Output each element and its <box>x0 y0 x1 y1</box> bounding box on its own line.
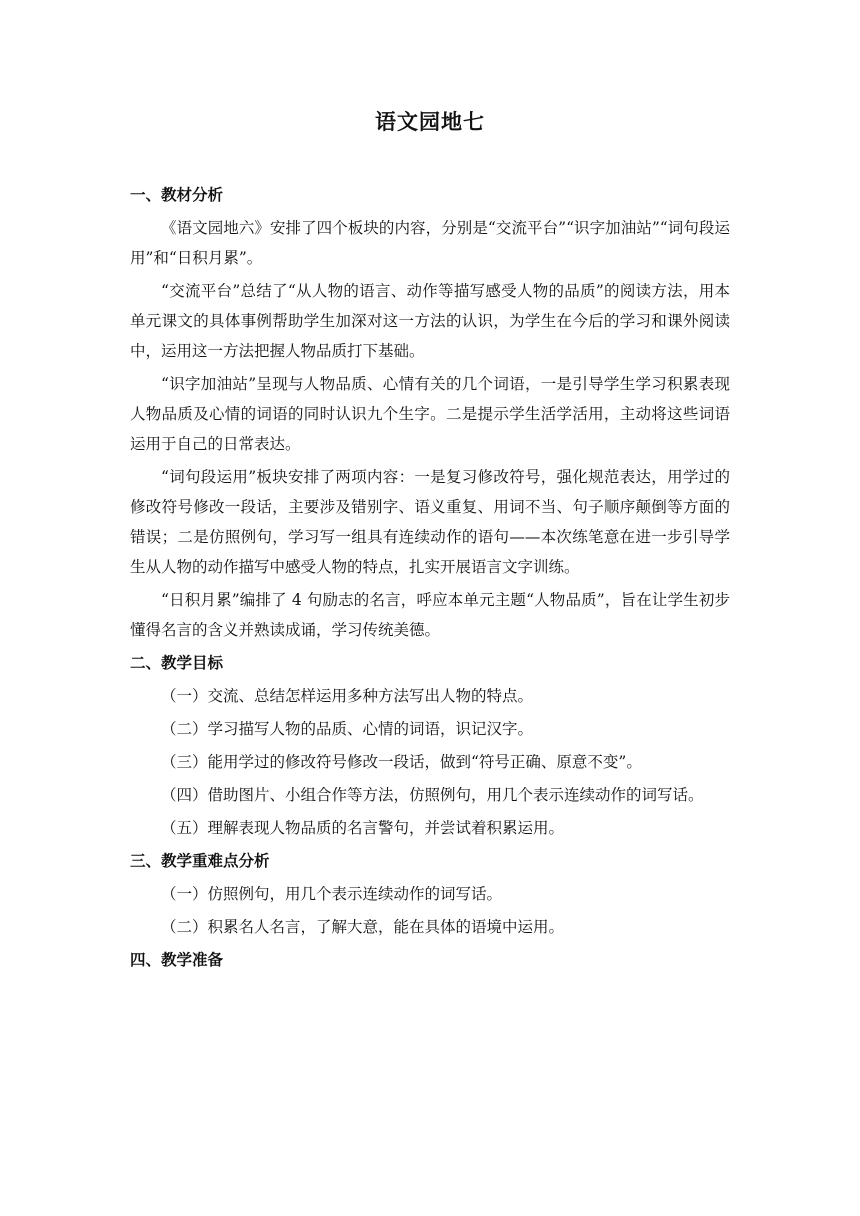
paragraph: （二）积累名人名言，了解大意，能在具体的语境中运用。 <box>161 918 565 936</box>
paragraph: （一）交流、总结怎样运用多种方法写出人物的特点。 <box>161 687 534 705</box>
paragraph: “交流平台”总结了“从人物的语言、动作等描写感受人物的品质”的阅读方法，用本单元课文的具体事例帮助学生加深对这一方法的认识，为学生在今后的学习和课外阅读中，运用这一方法把握人物品质打下基础。 <box>130 282 730 360</box>
section-heading: 一、教材分析 <box>130 186 224 204</box>
section-heading: 四、教学准备 <box>130 951 224 969</box>
paragraph: （二）学习描写人物的品质、心情的词语，识记汉字。 <box>161 720 534 738</box>
paragraph: （一）仿照例句，用几个表示连续动作的词写话。 <box>161 885 503 903</box>
document-body <box>130 180 730 978</box>
paragraph: （三）能用学过的修改符号修改一段话，做到“符号正确、原意不变”。 <box>161 753 642 771</box>
paragraph: “日积月累”编排了 4 句励志的名言，呼应本单元主题“人物品质”，旨在让学生初步懂得名言的含义并熟读成诵，学习传统美德。 <box>130 591 730 639</box>
page-title: 语文园地七 <box>375 110 485 134</box>
section-heading: 二、教学目标 <box>130 654 224 672</box>
paragraph: “识字加油站”呈现与人物品质、心情有关的几个词语，一是引导学生学习积累表现人物品质及心情的词语的同时认识九个生字。二是提示学生活学活用，主动将这些词语运用于自己的日常表达。 <box>130 375 730 453</box>
paragraph: 《语文园地六》安排了四个板块的内容，分别是“交流平台”“识字加油站”“词句段运用”和“日积月累”。 <box>130 219 730 267</box>
paragraph: “词句段运用”板块安排了两项内容：一是复习修改符号，强化规范表达，用学过的修改符号修改一段话，主要涉及错别字、语义重复、用词不当、句子顺序颠倒等方面的错误；二是仿照例句，学习写一组具有连续动作的语句——本次练笔意在进一步引导学生从人物的动作描写中感受人物的特点，扎实开展语言文字训练。 <box>130 468 730 576</box>
section-heading: 三、教学重难点分析 <box>130 852 270 870</box>
paragraph: （五）理解表现人物品质的名言警句，并尝试着积累运用。 <box>161 819 565 837</box>
paragraph: （四）借助图片、小组合作等方法，仿照例句，用几个表示连续动作的词写话。 <box>161 786 704 804</box>
